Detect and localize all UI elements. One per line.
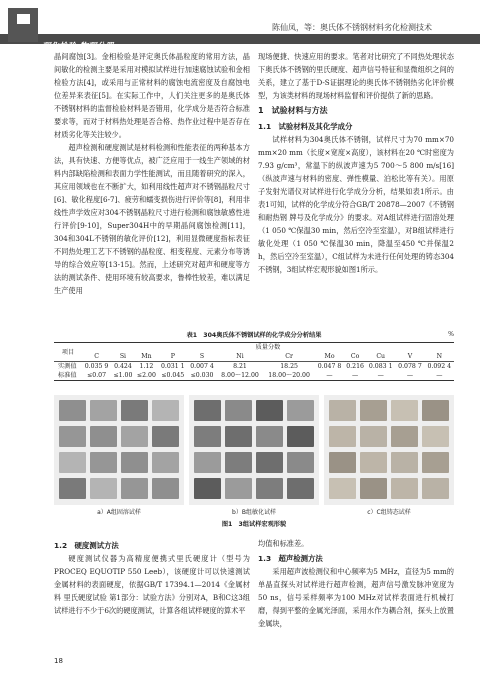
- table-cell: 0.083 1: [366, 362, 395, 372]
- column-header: N: [436, 353, 442, 360]
- table-row: [54, 371, 454, 381]
- sample-tile: [59, 478, 86, 499]
- sample-tile: [329, 478, 356, 499]
- table-cell: 0.035 9: [82, 362, 111, 372]
- panel-label-b: b）B组敏化试样: [232, 509, 276, 516]
- table-cell: ≤0.045: [158, 371, 187, 381]
- table-cell: 0.424: [111, 362, 134, 372]
- table-cell: 0.031 1: [158, 362, 187, 372]
- sample-tile: [152, 452, 179, 473]
- row-label: 标准值: [54, 371, 82, 381]
- sample-tile: [422, 426, 449, 447]
- table-cell: ≤0.030: [187, 371, 216, 381]
- sample-tile: [256, 478, 283, 499]
- column-header: Si: [119, 353, 127, 360]
- table-cell: ≤0.07: [82, 371, 111, 381]
- table-caption: 表1 304奥氏体不锈钢试样的化学成分分析结果: [186, 332, 322, 339]
- sample-tile: [225, 452, 252, 473]
- panel-label-c: c）C组铸态试样: [367, 509, 411, 516]
- hardness-paragraph: 硬度测试仪器为高精度便携式里氏硬度计（型号为PROCEQ EQUOTIP 550 Leeb），该硬度计可以快速测试金属材料的表面硬度，依据GB/T 17394.1—2014《金属材料 里氏硬度试验 第1部分：试验方法》分别对A，B和C这3组试样进行不少于6次的硬度测试，计算各组试样硬度的算术平: [54, 554, 250, 615]
- sample-tile: [194, 452, 221, 473]
- table-cell: ≤1.00: [111, 371, 134, 381]
- table-cell: 18.25: [263, 362, 315, 372]
- column-header: Cr: [285, 353, 293, 360]
- subsection-heading-1-2: 1.2 硬度测试方法: [54, 541, 119, 550]
- sample-tile: [422, 452, 449, 473]
- photo-panel-a: [54, 395, 184, 505]
- sample-tile: [225, 426, 252, 447]
- sample-tile: [360, 426, 387, 447]
- column-header: Mn: [141, 353, 152, 360]
- table-cell: 0.047 8: [315, 362, 344, 372]
- sample-tile: [287, 478, 314, 499]
- sample-tile: [59, 400, 86, 421]
- sample-tile: [422, 400, 449, 421]
- sample-tile: [256, 426, 283, 447]
- sample-tile: [256, 400, 283, 421]
- continued-paragraph: 均值和标准差。: [258, 539, 309, 548]
- sample-tile: [194, 426, 221, 447]
- sample-tile: [225, 478, 252, 499]
- sample-tile: [360, 452, 387, 473]
- sample-tile: [391, 452, 418, 473]
- sample-tile: [391, 400, 418, 421]
- column-header: Co: [350, 353, 360, 360]
- table-cell: 8.21: [217, 362, 264, 372]
- sample-tile: [121, 478, 148, 499]
- left-paragraph-1: 晶间腐蚀[3]。金相检验是评定奥氏体晶粒度的常用方法，晶间敏化的检测主要是采用对模拟试样进行加速腐蚀试验和金相检验方法[4]，或采用与正常材料的腐蚀电流密度及自腐蚀电位差异来表征[5]。在实际工作中，人们关注更多的是奥氏体不锈钢材料的监督检验材料是否错用，化学成分是否符合标准要求等，而对于材料热处理是否合格、热作业过程中是否存在材质劣化等关注较少。: [54, 52, 250, 139]
- sample-tile: [90, 400, 117, 421]
- right-paragraph-1: 现场便捷、快速应用的要求。笔者对比研究了不同热处理状态下奥氏体不锈钢的里氏硬度、超声信号特征和显微组织之间的关系，建立了基于D-S证据理论的奥氏体不锈钢热劣化评价模型，为该类材料的现场材料监督和评价提供了新的思路。: [258, 52, 454, 100]
- table-cell: 1.12: [135, 362, 158, 372]
- column-header: Mo: [324, 353, 335, 360]
- sample-tile: [287, 400, 314, 421]
- sample-tile: [59, 426, 86, 447]
- panel-label-a: a）A组固溶试样: [97, 509, 141, 516]
- table-cell: —: [425, 371, 454, 381]
- table-cell: 18.00～20.00: [263, 371, 315, 381]
- bottom-left-column: [54, 537, 250, 617]
- sample-tile: [90, 426, 117, 447]
- table-cell: —: [315, 371, 344, 381]
- table-cell: —: [395, 371, 424, 381]
- sample-tile: [329, 426, 356, 447]
- right-paragraph-2: 试样材料为304奥氏体不锈钢，试样尺寸为70 mm×70 mm×20 mm（长度×宽度×高度），该材料在20 ℃时密度为7.93 g/cm³，常温下的纵波声速为5 700～5 800 m/s[16]（纵波声速与材料的密度、弹性模量、泊松比等有关）。用原子发射光谱仪对试样进行化学成分分析，结果如表1所示。由表1可知，试样的化学成分符合GB/T 20878—2007《不锈钢和耐热钢 牌号及化学成分》的要求。对A组试样进行固溶处理（1 050 ℃保温30 min，然后空冷至室温），对B组试样进行敏化处理（1 050 ℃保温30 min，降温至450 ℃并保温2 h，然后空冷至室温），C组试样为未进行任何处理的铸态304不锈钢，3组试样宏观形貌如图1所示。: [258, 135, 454, 274]
- right-column: [258, 50, 454, 276]
- ultrasonic-paragraph: 采用超声波检测仪和中心频率为5 MHz，直径为5 mm的单晶直探头对试样进行超声检测，超声信号激发脉冲宽度为50 ns，信号采样频率为100 MHz对试样表面进行机械打磨，得到平整的金属光泽面，采用水作为耦合剂，探头上放置金属块，: [258, 567, 454, 628]
- table-cell: 0.216: [344, 362, 366, 372]
- sample-tile: [360, 400, 387, 421]
- figure-caption: 图1 3组试样宏观形貌: [221, 521, 287, 528]
- sample-tile: [152, 400, 179, 421]
- sample-tile: [59, 452, 86, 473]
- column-header: P: [170, 353, 175, 360]
- column-header: Cu: [376, 353, 386, 360]
- journal-logo: [8, 8, 114, 52]
- sample-tile: [329, 400, 356, 421]
- table-cell: 8.00～12.00: [217, 371, 264, 381]
- sample-tile: [152, 426, 179, 447]
- column-header: Ni: [236, 353, 244, 360]
- table-cell: —: [344, 371, 366, 381]
- table-group-header: 质量分数: [82, 343, 454, 353]
- photo-panel-c: [324, 395, 454, 505]
- composition-table-block: [54, 331, 454, 381]
- sample-tile: [152, 478, 179, 499]
- photo-panel-b: [189, 395, 319, 505]
- logo-p-mark: [8, 8, 38, 42]
- section-heading-1: 1 试验材料与方法: [258, 106, 328, 115]
- sample-tile: [121, 400, 148, 421]
- sample-tile: [256, 452, 283, 473]
- sample-tile: [194, 400, 221, 421]
- sample-photo-figure: [54, 395, 454, 529]
- sample-tile: [90, 478, 117, 499]
- sample-tile: [360, 478, 387, 499]
- logo-text: 理化检验-物理分册: [42, 42, 114, 52]
- running-title: 陈仙凤，等：奥氏体不锈钢材料劣化检测技术: [272, 23, 432, 32]
- left-paragraph-2: 超声检测和硬度测试是材料检测和性能表征的两种基本方法，具有快速、方便等优点，被广泛应用于一线生产领域的材料内部缺陷检测和表面力学性能测试，而且随着研究的深入，其应用领域也在不断扩大，如利用线性超声对不锈钢晶粒尺寸[6]、敏化程度[6-7]、疲劳和蠕变损伤进行评价等[8]，利用非线性声学效应对304不锈钢晶粒尺寸进行检测和腐蚀敏感性进行评价[9-10]，Super304H中的早期晶间腐蚀检测[11]，304和304L不锈钢的敏化评价[12]，利用显微硬度指标表征不同热处理工艺下不锈钢的晶粒度、相变程度、元素分布等诱导的综合效应等[13-15]。然而，上述研究对超声和硬度等方法的测试条件、使用环境有较高要求，鲁棒性较差，难以满足生产使用: [54, 143, 250, 295]
- sample-tile: [422, 478, 449, 499]
- table-cell: —: [366, 371, 395, 381]
- subsection-heading-1-1: 1.1 试验材料及其化学成分: [258, 122, 353, 131]
- table-cell: 0.078 7: [395, 362, 424, 372]
- left-column: [54, 50, 250, 297]
- subsection-heading-1-3: 1.3 超声检测方法: [258, 554, 323, 563]
- sample-tile: [225, 400, 252, 421]
- table-row-header: 项目: [54, 343, 82, 362]
- bottom-right-column: [258, 537, 454, 630]
- sample-tile: [121, 452, 148, 473]
- sample-tile: [329, 452, 356, 473]
- column-header: S: [199, 353, 205, 360]
- sample-tile: [287, 426, 314, 447]
- table-cell: ≤2.00: [135, 371, 158, 381]
- sample-tile: [391, 478, 418, 499]
- row-label: 实测值: [54, 362, 82, 372]
- sample-tile: [287, 452, 314, 473]
- table-row: [54, 362, 454, 372]
- sample-tile: [90, 452, 117, 473]
- column-header: V: [407, 353, 413, 360]
- sample-tile: [391, 426, 418, 447]
- column-header: C: [94, 353, 99, 360]
- sample-tile: [121, 426, 148, 447]
- table-unit: %: [448, 331, 454, 338]
- composition-table: [54, 342, 454, 381]
- page-header: [0, 0, 480, 52]
- sample-tile: [194, 478, 221, 499]
- table-cell: 0.092 4: [425, 362, 454, 372]
- table-cell: 0.007 4: [187, 362, 216, 372]
- page-number: 18: [54, 657, 63, 665]
